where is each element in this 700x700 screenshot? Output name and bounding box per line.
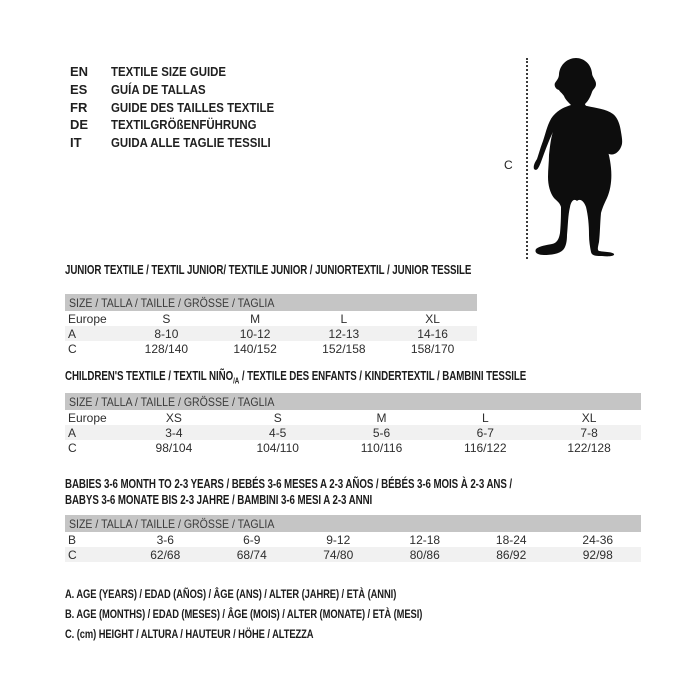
size-header-bar: SIZE / TALLA / TAILLE / GRÖSSE / TAGLIA	[65, 515, 641, 532]
cell: 5-6	[372, 425, 391, 440]
language-label: TEXTILE SIZE GUIDE	[111, 64, 227, 79]
language-label: GUIDA ALLE TAGLIE TESSILI	[111, 135, 271, 151]
cell: 158/170	[410, 341, 455, 356]
language-row-es	[70, 81, 296, 99]
language-list	[70, 63, 296, 152]
children-size-table	[65, 393, 641, 455]
cell: 92/98	[582, 547, 613, 562]
cell: 3-6	[156, 532, 174, 547]
height-measure-line	[526, 58, 528, 259]
cell: XS	[165, 410, 182, 425]
language-label: GUIDE DES TAILLES TEXTILE	[111, 99, 275, 115]
cell: 18-24	[495, 532, 527, 547]
cell: 140/152	[233, 341, 277, 356]
row-label: Europe	[68, 311, 107, 326]
cell: 74/80	[323, 547, 354, 562]
size-header-bar: SIZE / TALLA / TAILLE / GRÖSSE / TAGLIA	[65, 393, 641, 410]
language-code: EN	[70, 64, 89, 79]
baby-silhouette-icon	[533, 56, 646, 263]
language-code: ES	[70, 81, 88, 97]
table-row	[65, 532, 641, 547]
table-row	[65, 425, 641, 440]
cell: 14-16	[417, 326, 448, 341]
cell: 7-8	[580, 425, 598, 440]
cell: XL	[581, 410, 597, 425]
table-row	[65, 341, 477, 356]
row-label: C	[68, 440, 77, 455]
height-measure-label: C	[504, 158, 513, 172]
table-row	[65, 547, 641, 562]
cell: 110/116	[360, 440, 403, 455]
cell: XL	[425, 311, 440, 326]
cell: 116/122	[464, 440, 507, 455]
cell: 3-4	[165, 425, 183, 440]
cell: 68/74	[236, 547, 267, 562]
row-label: A	[68, 425, 77, 440]
cell: 122/128	[567, 440, 611, 455]
cell: 8-10	[154, 326, 179, 341]
cell: S	[162, 311, 171, 326]
cell: 62/68	[150, 547, 181, 562]
size-header-bar: SIZE / TALLA / TAILLE / GRÖSSE / TAGLIA	[65, 294, 477, 311]
children-table-title: CHILDREN'S TEXTILE / TEXTIL $NIÑO_{/A}$ / TEXTILE DES ENFANTS / KINDERTEXTIL / BAMBINI TESSILE	[65, 369, 527, 386]
cell: 98/104	[155, 440, 193, 455]
cell: M	[376, 410, 387, 425]
note-b: B. AGE (MONTHS) / EDAD (MESES) / ÂGE (MOIS) / ALTER (MONATE) / ETÀ (MESI)	[65, 607, 423, 621]
language-row-en	[70, 63, 296, 81]
cell: 104/110	[256, 440, 299, 455]
babies-size-table	[65, 515, 641, 562]
cell: 4-5	[269, 425, 287, 440]
cell: 80/86	[409, 547, 440, 562]
cell: L	[481, 410, 489, 425]
babies-table-title: BABIES 3-6 MONTH TO 2-3 YEARS / BEBÉS 3-6 MESES A 2-3 AÑOS / BÉBÉS 3-6 MOIS À 2-3 ANS / BABYS 3-6 MONATE BIS 2-3 JAHRE / BAMBINI 3-6 MESI A 2-3 ANNI	[65, 477, 513, 507]
cell: 152/158	[322, 341, 366, 356]
language-code: DE	[70, 117, 89, 133]
language-label: GUÍA DE TALLAS	[111, 81, 206, 97]
table-row	[65, 410, 641, 425]
cell: 6-7	[476, 425, 494, 440]
note-a: A. AGE (YEARS) / EDAD (AÑOS) / ÂGE (ANS) / ALTER (JAHRE) / ETÀ (ANNI)	[65, 587, 397, 601]
language-code: IT	[70, 135, 82, 151]
junior-size-table	[65, 294, 477, 356]
table-row	[65, 440, 641, 455]
table-row	[65, 326, 477, 341]
junior-table-title: JUNIOR TEXTILE / TEXTIL JUNIOR/ TEXTILE JUNIOR / JUNIORTEXTIL / JUNIOR TESSILE	[65, 263, 472, 277]
language-label: TEXTILGRÖßENFÜHRUNG	[111, 117, 257, 133]
cell: 128/140	[144, 341, 189, 356]
language-row-fr	[70, 99, 296, 117]
legend-notes	[65, 584, 523, 644]
cell: 12-13	[328, 326, 360, 341]
language-row-de	[70, 116, 296, 134]
row-label: C	[68, 547, 77, 562]
row-label: A	[68, 326, 77, 341]
cell: 9-12	[326, 532, 351, 547]
cell: L	[340, 311, 348, 326]
cell: 10-12	[239, 326, 271, 341]
language-code: FR	[70, 99, 88, 115]
note-c: C. (cm) HEIGHT / ALTURA / HAUTEUR / HÖHE / ALTEZZA	[65, 627, 314, 641]
language-row-it	[70, 134, 296, 152]
table-row	[65, 311, 477, 326]
cell: M	[250, 311, 261, 326]
cell: S	[273, 410, 282, 425]
row-label: C	[68, 341, 77, 356]
row-label: B	[68, 532, 77, 547]
cell: 12-18	[409, 532, 441, 547]
cell: 86/92	[496, 547, 527, 562]
cell: 24-36	[582, 532, 614, 547]
row-label: Europe	[68, 410, 107, 425]
cell: 6-9	[243, 532, 261, 547]
